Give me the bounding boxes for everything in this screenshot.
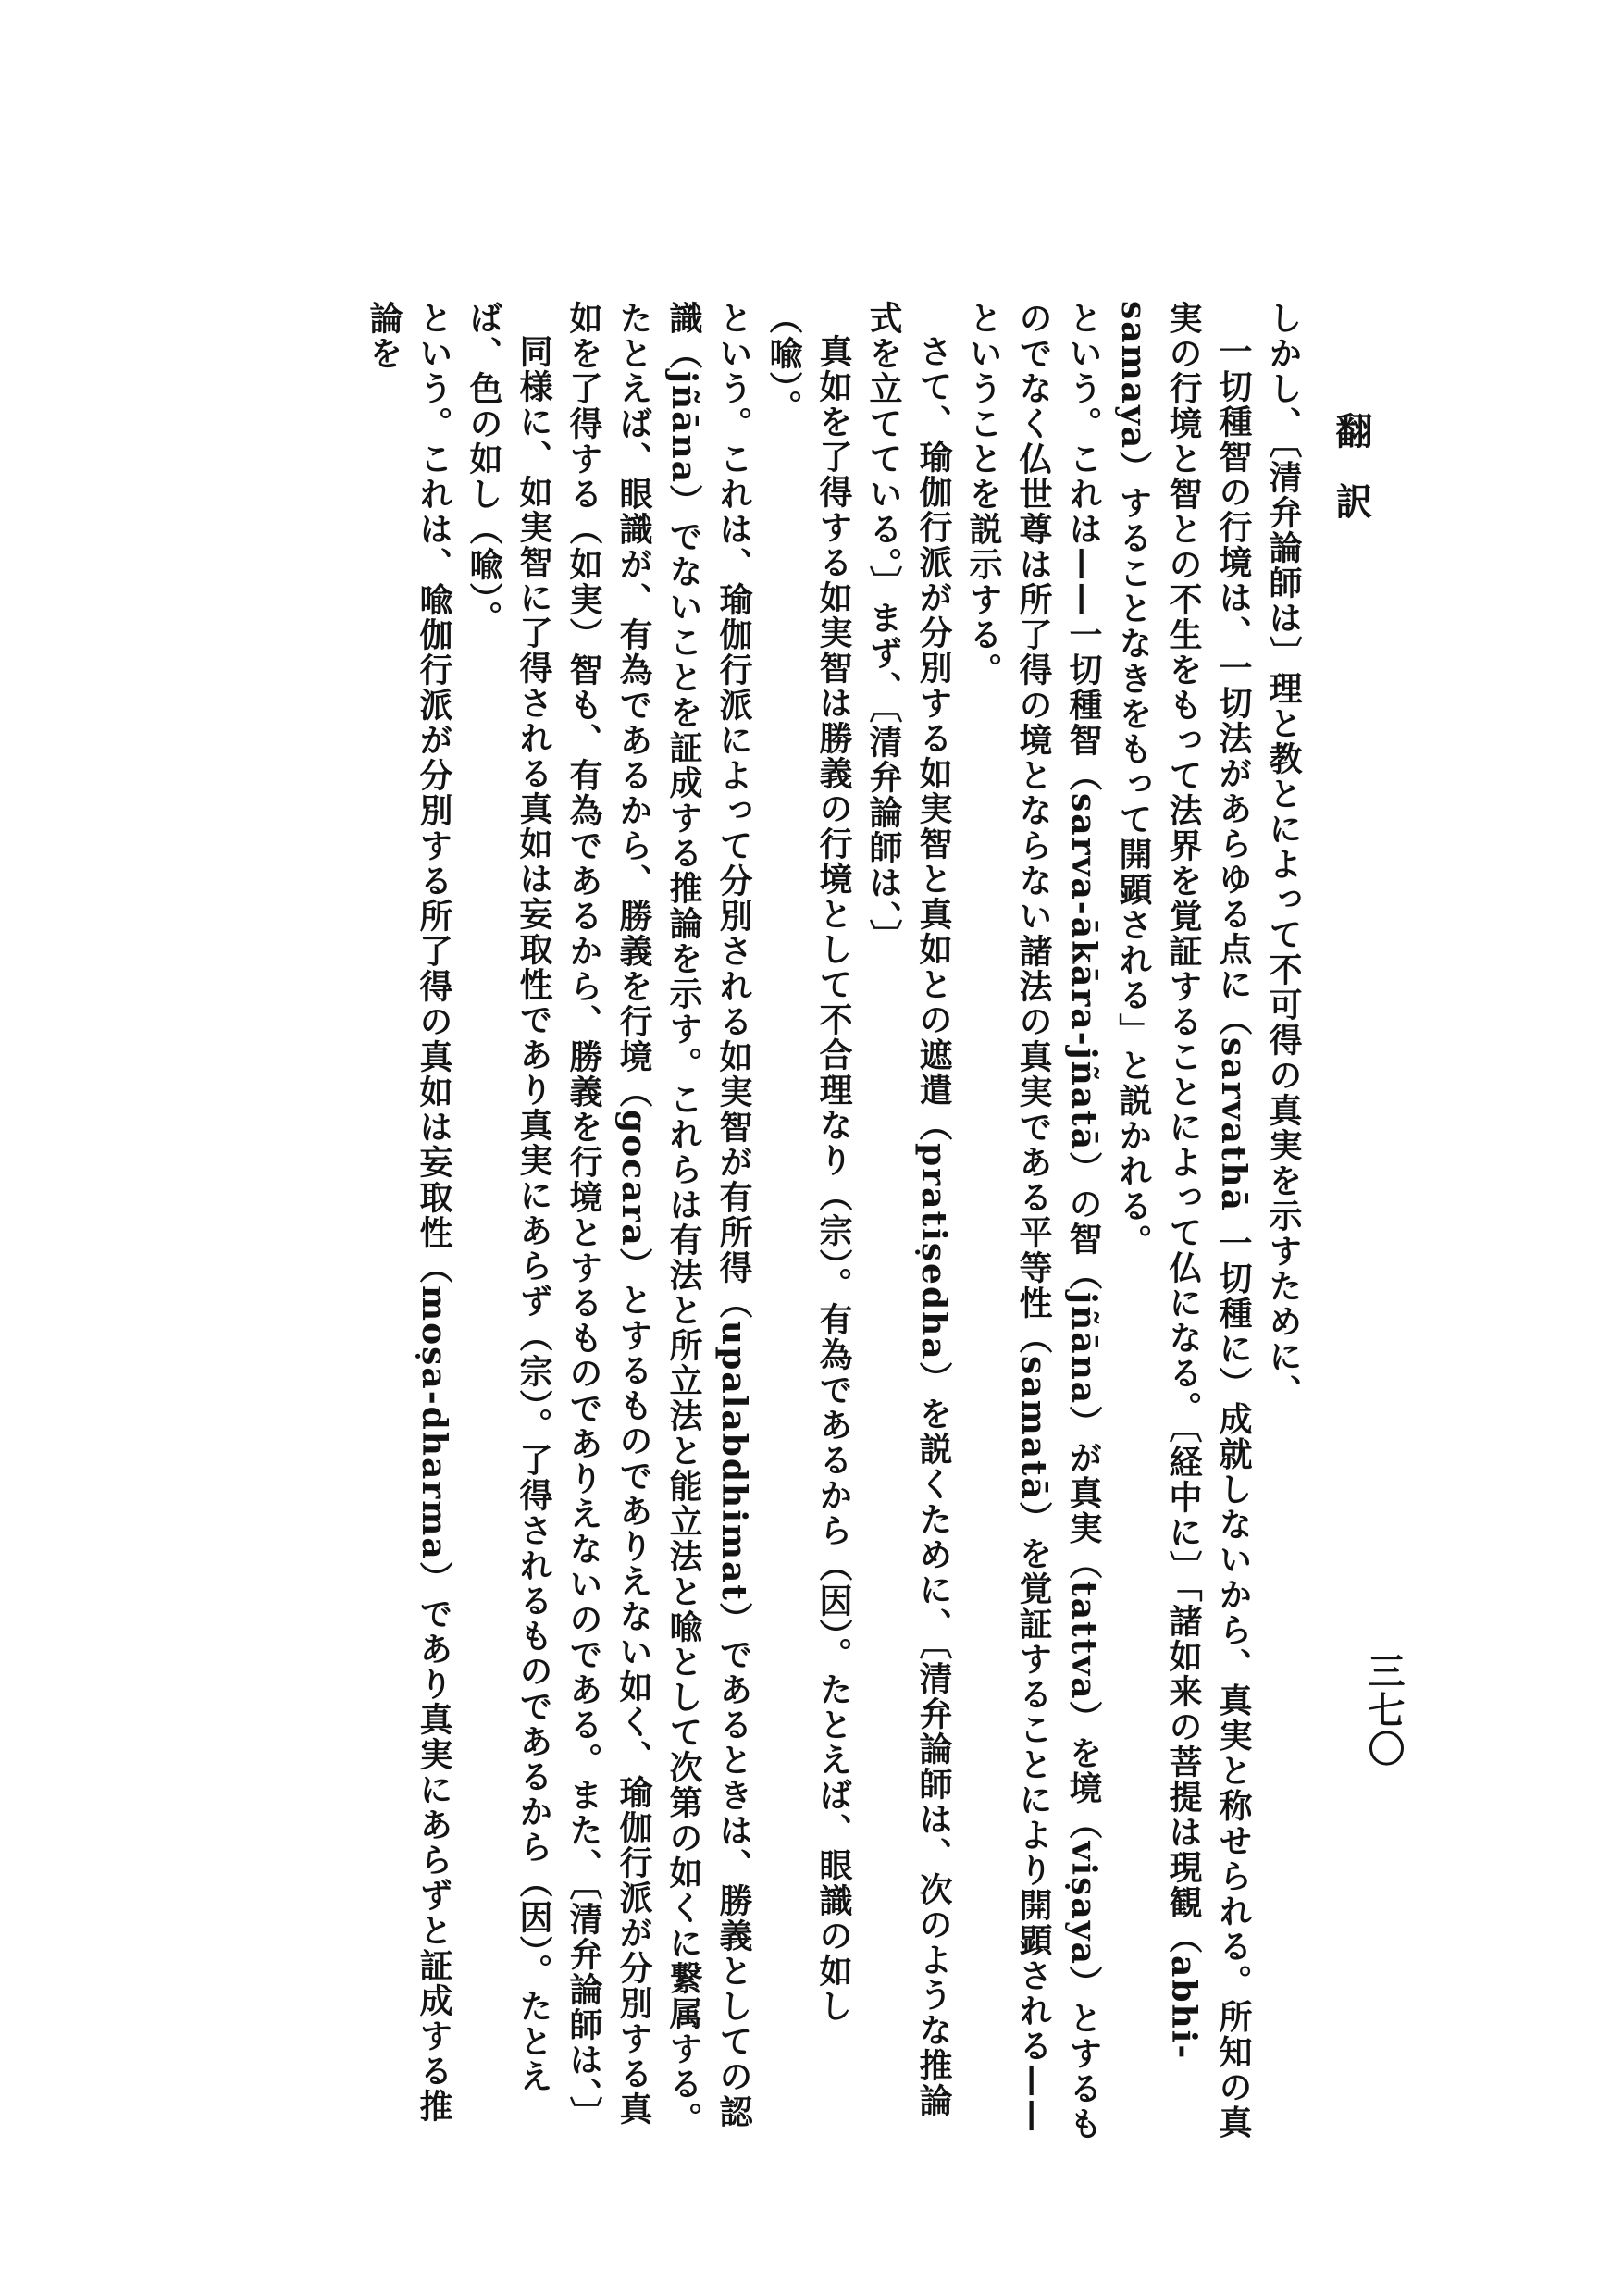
paragraph: 一切種智の行境は、一切法があらゆる点に（sarvathā 一切種に）成就しないから、真実と称せられる。所知の真実の行境と智との不生をもって法界を覚証することによって仏になる。〔経中に〕「諸如来の菩提は現観（abhi-samaya）することなきをもって開顕される」と説かれる。 <box>1114 301 1253 2141</box>
page-number: 三七〇 <box>1362 1652 1406 1769</box>
paragraph: という。これは——一切種智（sarva-ākāra-jñatā）の智（jñāna）が真実（tattva）を境（viṣaya）とするものでなく仏世尊は所了得の境とならない諸法の真実である平等性（samatā）を覚証することにより開顕される——ということを説示する。 <box>964 301 1103 2141</box>
paragraph: 真如を了得する如実智は勝義の行境として不合理なり（宗）。有為であるから（因）。たとえば、眼識の如し（喩）。 <box>764 301 853 2024</box>
paragraph: しかし、〔清弁論師は〕理と教とによって不可得の真実を示すために、 <box>1264 301 1303 1409</box>
paragraph: という。これは、喩伽行派が分別する所了得の真如は妄取性（moṣa-dharma）であり真実にあらずと証成する推論を <box>365 301 453 2124</box>
body-text <box>359 301 1308 2142</box>
paragraph: 同様に、如実智に了得される真如は妄取性であり真実にあらず（宗）。了得されるものであるから（因）。たとえば、色の如し（喩）。 <box>465 301 553 2094</box>
paragraph: という。これは、瑜伽行派によって分別される如実智が有所得（upalabdhimat）であるときは、勝義としての認識（jñāna）でないことを証成する推論を示す。これらは有法と所立法と能立法と喩として次第の如くに繋属する。たとえば、眼識が、有為であるから、勝義を行境（gocara）とするものでありえない如く、瑜伽行派が分別する真如を了得する（如実）智も、有為であるから、勝義を行境とするものでありえないのである。また、〔清弁論師は、〕 <box>564 301 753 2138</box>
page-title: 翻訳 <box>1330 412 1373 552</box>
paragraph: さて、瑜伽行派が分別する如実智と真如との遮遣（pratiṣedha）を説くために、〔清弁論師は、次のような推論式を立てている。〕まず、〔清弁論師は、〕 <box>864 301 953 2118</box>
